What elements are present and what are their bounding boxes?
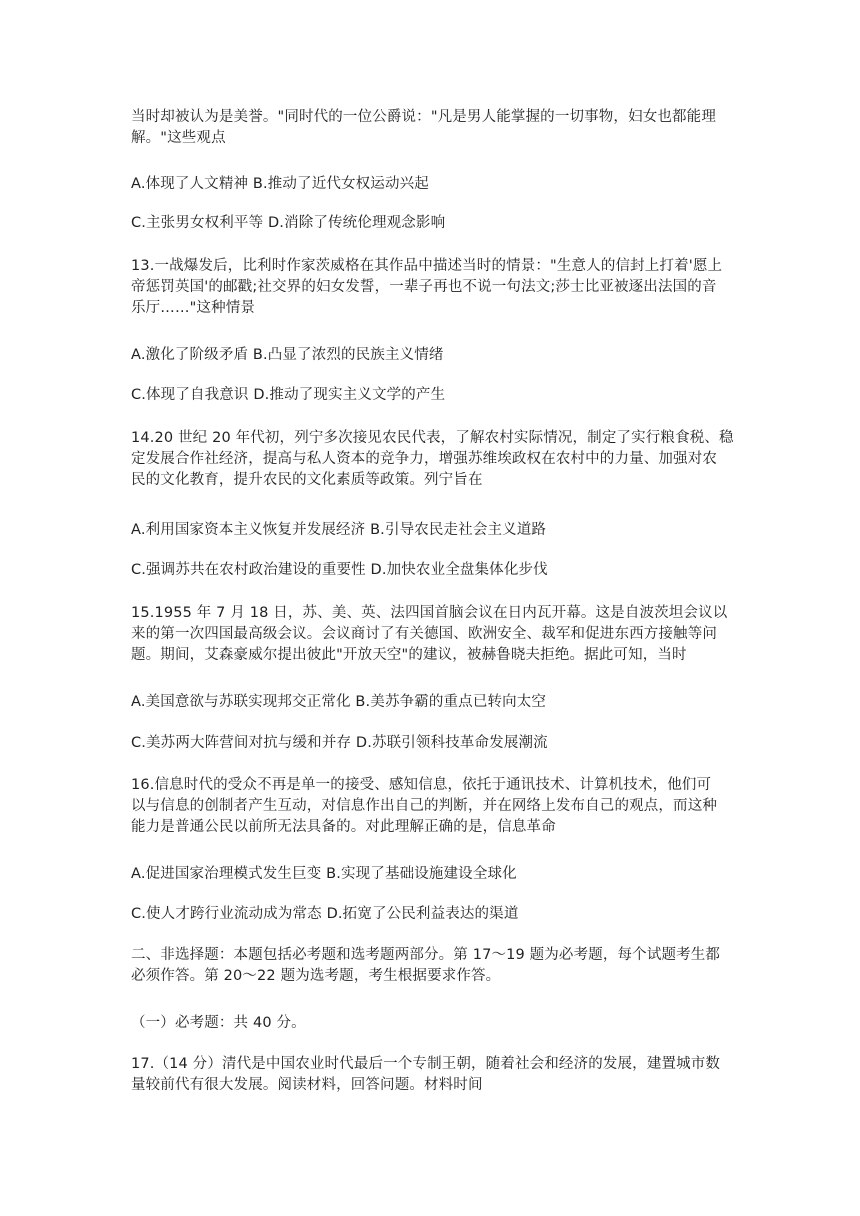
q14-option-cd: C.强调苏共在农村政治建设的重要性 D.加快农业全盘集体化步伐 <box>131 562 548 578</box>
q15-line-2: 来的第一次四国最高级会议。会议商讨了有关德国、欧洲安全、裁军和促进东西方接触等问 <box>131 626 717 642</box>
q14-stem <box>131 428 734 491</box>
section-2-line-1: 二、非选择题：本题包括必考题和选考题两部分。第 17～19 题为必考题，每个试题考生都 <box>131 947 721 963</box>
q15-option-cd: C.美苏两大阵营间对抗与缓和并存 D.苏联引领科技革命发展潮流 <box>131 735 548 751</box>
q16-line-1: 16.信息时代的受众不再是单一的接受、感知信息，依托于通讯技术、计算机技术，他们可 <box>131 777 712 793</box>
q15-stem <box>131 603 731 666</box>
q12-stem <box>131 107 731 149</box>
q13-option-cd: C.体现了自我意识 D.推动了现实主义文学的产生 <box>131 387 446 403</box>
q17-stem <box>131 1054 731 1096</box>
q15-option-ab: A.美国意欲与苏联实现邦交正常化 B.美苏争霸的重点已转向太空 <box>131 694 547 710</box>
q16-stem <box>131 775 731 838</box>
q15-line-3: 题。期间，艾森豪威尔提出彼此"开放天空"的建议，被赫鲁晓夫拒绝。据此可知，当时 <box>131 647 687 663</box>
q13-line-3: 乐厅……"这种情景 <box>131 300 256 316</box>
q12-option-cd: C.主张男女权利平等 D.消除了传统伦理观念影响 <box>131 215 446 231</box>
q13-option-ab: A.激化了阶级矛盾 B.凸显了浓烈的民族主义情绪 <box>131 347 444 363</box>
q15-line-1: 15.1955 年 7 月 18 日，苏、美、英、法四国首脑会议在日内瓦开幕。这是自波茨坦会议以 <box>131 605 728 621</box>
section-2-line-2: 必须作答。第 20～22 题为选考题，考生根据要求作答。 <box>131 968 501 984</box>
q16-option-cd: C.使人才跨行业流动成为常态 D.拓宽了公民利益表达的渠道 <box>131 906 519 922</box>
subsection-1-heading: （一）必考题：共 40 分。 <box>131 1015 306 1031</box>
q12-line-2: 解。"这些观点 <box>131 130 226 146</box>
q12-option-ab: A.体现了人文精神 B.推动了近代女权运动兴起 <box>131 176 429 192</box>
q12-line-1: 当时却被认为是美誉。"同时代的一位公爵说："凡是男人能掌握的一切事物，妇女也都能理 <box>131 109 716 125</box>
section-2-heading <box>131 945 731 987</box>
q14-option-ab: A.利用国家资本主义恢复并发展经济 B.引导农民走社会主义道路 <box>131 522 547 538</box>
q16-option-ab: A.促进国家治理模式发生巨变 B.实现了基础设施建设全球化 <box>131 866 517 882</box>
q16-line-3: 能力是普通公民以前所无法具备的。对此理解正确的是，信息革命 <box>131 819 556 835</box>
q13-line-1: 13.一战爆发后，比利时作家茨威格在其作品中描述当时的情景："生意人的信封上打着'愿上 <box>131 258 723 274</box>
q16-line-2: 以与信息的创制者产生互动，对信息作出自己的判断，并在网络上发布自己的观点，而这种 <box>131 798 717 814</box>
q17-line-2: 量较前代有很大发展。阅读材料，回答问题。材料时间 <box>131 1077 483 1093</box>
q14-line-2: 定发展合作社经济，提高与私人资本的竞争力，增强苏维埃政权在农村中的力量、加强对农 <box>131 451 717 467</box>
q17-line-1: 17.（14 分）清代是中国农业时代最后一个专制王朝，随着社会和经济的发展，建置城市数 <box>131 1056 721 1072</box>
q13-line-2: 帝惩罚英国'的邮戳;社交界的妇女发誓，一辈子再也不说一句法文;莎士比亚被逐出法国的音 <box>131 279 717 295</box>
q14-line-1: 14.20 世纪 20 年代初，列宁多次接见农民代表，了解农村实际情况，制定了实行粮食税、稳 <box>131 430 734 446</box>
q13-stem <box>131 256 731 319</box>
q14-line-3: 民的文化教育，提升农民的文化素质等政策。列宁旨在 <box>131 472 483 488</box>
